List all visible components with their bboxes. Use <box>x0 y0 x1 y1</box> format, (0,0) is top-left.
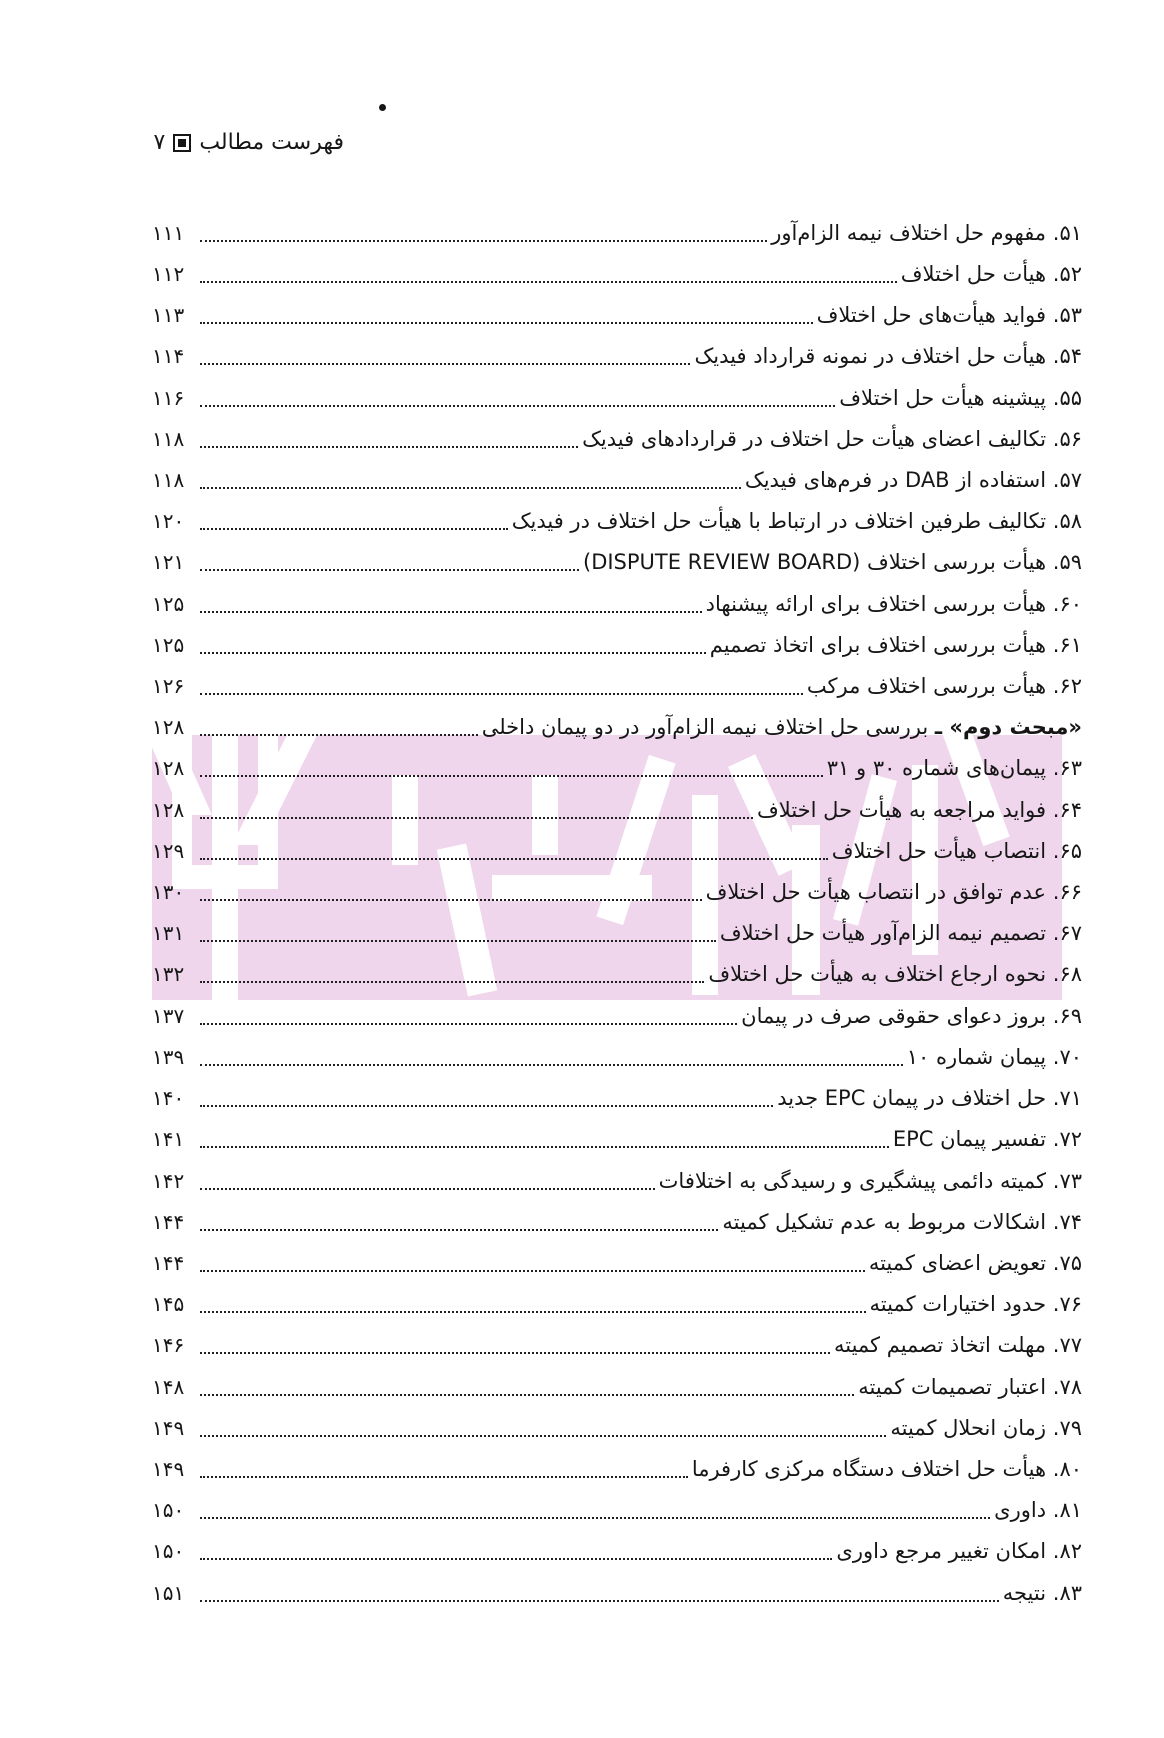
entry-page: ۱۲۱ <box>152 550 185 574</box>
toc-entry <box>150 914 1082 948</box>
entry-title: امکان تغییر مرجع داوری <box>836 1539 1047 1563</box>
entry-number: ۷۰. <box>1052 1045 1082 1069</box>
toc-entry <box>150 1162 1082 1196</box>
entry-page: ۱۵۰ <box>152 1539 185 1563</box>
toc-entry <box>150 1285 1082 1319</box>
dot-leader <box>200 611 702 613</box>
entry-title: حدود اختیارات کمیته <box>869 1292 1047 1316</box>
dot-leader <box>200 1023 737 1025</box>
dot-leader <box>200 487 741 489</box>
toc-entry <box>150 1120 1082 1154</box>
toc-entry <box>150 1038 1082 1072</box>
dot-leader <box>200 405 835 407</box>
dot-leader <box>200 899 702 901</box>
entry-page: ۱۴۹ <box>152 1416 185 1440</box>
entry-title: هیأت بررسی اختلاف برای اتخاذ تصمیم <box>709 633 1047 657</box>
entry-number: ۵۱. <box>1052 221 1082 245</box>
dot-leader <box>200 528 508 530</box>
entry-title: عدم توافق در انتصاب هیأت حل اختلاف <box>705 880 1047 904</box>
entry-page: ۱۱۶ <box>152 386 185 410</box>
entry-number: ۷۸. <box>1052 1375 1082 1399</box>
entry-number: ۷۴. <box>1052 1210 1082 1234</box>
toc-entry <box>150 585 1082 619</box>
entry-title: استفاده از DAB در فرم‌های فیدیک <box>744 468 1047 492</box>
dot-leader <box>200 1146 889 1148</box>
entry-title: هیأت حل اختلاف <box>900 262 1047 286</box>
entry-page: ۱۲۸ <box>152 756 185 780</box>
entry-number: ۵۶. <box>1052 427 1082 451</box>
entry-page: ۱۱۳ <box>152 303 185 327</box>
entry-number: ۵۳. <box>1052 303 1082 327</box>
dot-leader <box>200 1435 886 1437</box>
toc-entry <box>150 337 1082 371</box>
entry-page: ۱۲۵ <box>152 592 185 616</box>
toc-entry <box>150 1491 1082 1525</box>
entry-title: تعویض اعضای کمیته <box>868 1251 1047 1275</box>
toc-entry <box>150 461 1082 495</box>
toc-entry <box>150 1326 1082 1360</box>
entry-title: پیمان شماره ۱۰ <box>906 1045 1047 1069</box>
entry-page: ۱۲۰ <box>152 509 185 533</box>
toc-entry <box>150 214 1082 248</box>
toc-section-heading <box>150 708 1082 742</box>
toc-entry <box>150 379 1082 413</box>
entry-title: پیشینه هیأت حل اختلاف <box>839 386 1047 410</box>
dot-leader <box>200 940 716 942</box>
entry-title: نحوه ارجاع اختلاف به هیأت حل اختلاف <box>708 962 1047 986</box>
toc-entry <box>150 502 1082 536</box>
entry-title: تکالیف اعضای هیأت حل اختلاف در قراردادهای فیدیک <box>582 427 1047 451</box>
toc-entry <box>150 420 1082 454</box>
entry-number: ۶۹. <box>1052 1004 1082 1028</box>
entry-page: ۱۵۰ <box>152 1498 185 1522</box>
entry-page: ۱۲۸ <box>152 715 185 739</box>
entry-number: ۶۴. <box>1052 798 1082 822</box>
toc-entry <box>150 1203 1082 1237</box>
entry-page: ۱۲۵ <box>152 633 185 657</box>
entry-number: ۷۵. <box>1052 1251 1082 1275</box>
entry-page: ۱۱۴ <box>152 344 185 368</box>
dot-leader <box>200 734 478 736</box>
entry-title: بررسی حل اختلاف نیمه الزام‌آور در دو پیمان داخلی <box>481 715 929 739</box>
entry-number: ۶۶. <box>1052 880 1082 904</box>
entry-page: ۱۳۹ <box>152 1045 185 1069</box>
dot-leader <box>200 1558 832 1560</box>
entry-title: تکالیف طرفین اختلاف در ارتباط با هیأت حل اختلاف در فیدیک <box>511 509 1047 533</box>
entry-title: بروز دعوای حقوقی صرف در پیمان <box>741 1004 1047 1028</box>
entry-title: فواید هیأت‌های حل اختلاف <box>816 303 1047 327</box>
entry-page: ۱۴۴ <box>152 1251 185 1275</box>
entry-page: ۱۲۹ <box>152 839 185 863</box>
dot-leader <box>200 1352 830 1354</box>
dot-leader <box>200 981 704 983</box>
dot-leader <box>200 1311 866 1313</box>
entry-number: ۷۱. <box>1052 1086 1082 1110</box>
entry-number: ۸۱. <box>1052 1498 1082 1522</box>
entry-number: ۷۶. <box>1052 1292 1082 1316</box>
dot-leader <box>200 1517 990 1519</box>
entry-page: ۱۴۰ <box>152 1086 185 1110</box>
entry-number: ۵۲. <box>1052 262 1082 286</box>
toc-entry <box>150 296 1082 330</box>
entry-number: ۷۲. <box>1052 1127 1082 1151</box>
entry-page: ۱۴۱ <box>152 1127 185 1151</box>
toc-entry <box>150 1244 1082 1278</box>
entry-title: اعتبار تصمیمات کمیته <box>858 1375 1047 1399</box>
entry-title: هیأت بررسی اختلاف برای ارائه پیشنهاد <box>705 592 1047 616</box>
toc-entry <box>150 832 1082 866</box>
entry-number: ۷۳. <box>1052 1169 1082 1193</box>
toc-entry <box>150 791 1082 825</box>
entry-number: ۸۰. <box>1052 1457 1082 1481</box>
toc-entry <box>150 955 1082 989</box>
entry-page: ۱۴۶ <box>152 1333 185 1357</box>
entry-number: ۶۷. <box>1052 921 1082 945</box>
entry-page: ۱۲۶ <box>152 674 185 698</box>
dot-leader <box>200 1476 688 1478</box>
entry-title: هیأت بررسی اختلاف (DISPUTE REVIEW BOARD) <box>582 550 1047 574</box>
toc-entry <box>150 1532 1082 1566</box>
toc-entry <box>150 543 1082 577</box>
dot-leader <box>200 1188 655 1190</box>
entry-number: ۶۰. <box>1052 592 1082 616</box>
toc-entry <box>150 749 1082 783</box>
entry-page: ۱۴۸ <box>152 1375 185 1399</box>
dot-leader <box>200 1229 718 1231</box>
entry-number: ۵۸. <box>1052 509 1082 533</box>
dot-leader <box>200 446 578 448</box>
toc-entry <box>150 1409 1082 1443</box>
entry-title: تفسیر پیمان EPC <box>892 1127 1047 1151</box>
toc-entry <box>150 1368 1082 1402</box>
entry-title: هیأت حل اختلاف در نمونه قرارداد فیدیک <box>694 344 1047 368</box>
dot-leader <box>200 363 690 365</box>
entry-number: ۸۳. <box>1052 1581 1082 1605</box>
entry-title: مهلت اتخاذ تصمیم کمیته <box>833 1333 1047 1357</box>
dot-leader <box>200 1064 903 1066</box>
entry-page: ۱۱۲ <box>152 262 185 286</box>
entry-title: مفهوم حل اختلاف نیمه الزام‌آور <box>771 221 1047 245</box>
entry-number: ۵۹. <box>1052 550 1082 574</box>
dot-leader <box>200 322 813 324</box>
toc-entry <box>150 667 1082 701</box>
dot-leader <box>200 1600 999 1602</box>
entry-page: ۱۳۲ <box>152 962 185 986</box>
entry-number: ۷۷. <box>1052 1333 1082 1357</box>
entry-title: هیأت بررسی اختلاف مرکب <box>806 674 1047 698</box>
entry-number: ۶۲. <box>1052 674 1082 698</box>
toc-entry <box>150 1079 1082 1113</box>
dot-leader <box>200 817 753 819</box>
entry-title: فواید مراجعه به هیأت حل اختلاف <box>757 798 1047 822</box>
entry-page: ۱۴۴ <box>152 1210 185 1234</box>
dot-leader <box>200 775 823 777</box>
toc-entry <box>150 873 1082 907</box>
dot-leader <box>200 281 897 283</box>
entry-page: ۱۵۱ <box>152 1581 185 1605</box>
entry-title: زمان انحلال کمیته <box>890 1416 1047 1440</box>
entry-number: ۵۷. <box>1052 468 1082 492</box>
dot-leader <box>200 569 579 571</box>
dot-leader <box>200 1105 773 1107</box>
entry-page: ۱۴۲ <box>152 1169 185 1193</box>
entry-page: ۱۲۸ <box>152 798 185 822</box>
toc-entry <box>150 997 1082 1031</box>
entry-page: ۱۱۱ <box>152 221 185 245</box>
entry-page: ۱۴۵ <box>152 1292 185 1316</box>
dot-leader <box>200 1270 865 1272</box>
entry-title: تصمیم نیمه الزام‌آور هیأت حل اختلاف <box>719 921 1047 945</box>
entry-title: داوری <box>994 1498 1047 1522</box>
entry-title: انتصاب هیأت حل اختلاف <box>831 839 1047 863</box>
toc-entry <box>150 1574 1082 1608</box>
entry-number: ۶۳. <box>1052 756 1082 780</box>
header-page-number: ۷ <box>153 130 166 155</box>
entry-number: ۶۱. <box>1052 633 1082 657</box>
entry-title: پیمان‌های شماره ۳۰ و ۳۱ <box>826 756 1047 780</box>
toc-entry <box>150 255 1082 289</box>
header-title: فهرست مطالب <box>199 130 344 155</box>
entry-title: حل اختلاف در پیمان EPC جدید <box>777 1086 1047 1110</box>
entry-number: ۵۵. <box>1052 386 1082 410</box>
dot-leader <box>200 240 767 242</box>
entry-title: کمیته دائمی پیشگیری و رسیدگی به اختلافات <box>658 1169 1047 1193</box>
entry-title: هیأت حل اختلاف دستگاه مرکزی کارفرما <box>691 1457 1047 1481</box>
entry-page: ۱۳۷ <box>152 1004 185 1028</box>
entry-page: ۱۱۸ <box>152 468 185 492</box>
section-label: «مبحث دوم» ـ <box>934 715 1082 739</box>
entry-title: نتیجه <box>1002 1581 1047 1605</box>
entry-number: ۵۴. <box>1052 344 1082 368</box>
entry-page: ۱۳۱ <box>152 921 185 945</box>
dot-leader <box>200 858 828 860</box>
entry-title: اشکالات مربوط به عدم تشکیل کمیته <box>722 1210 1047 1234</box>
entry-page: ۱۳۰ <box>152 880 185 904</box>
toc-entry <box>150 1450 1082 1484</box>
entry-number: ۸۲. <box>1052 1539 1082 1563</box>
dot-leader <box>200 693 803 695</box>
dot-leader <box>200 652 706 654</box>
entry-number: ۶۵. <box>1052 839 1082 863</box>
entry-number: ۶۸. <box>1052 962 1082 986</box>
entry-page: ۱۴۹ <box>152 1457 185 1481</box>
toc-entry <box>150 626 1082 660</box>
entry-number: ۷۹. <box>1052 1416 1082 1440</box>
entry-page: ۱۱۸ <box>152 427 185 451</box>
dot-leader <box>200 1394 854 1396</box>
